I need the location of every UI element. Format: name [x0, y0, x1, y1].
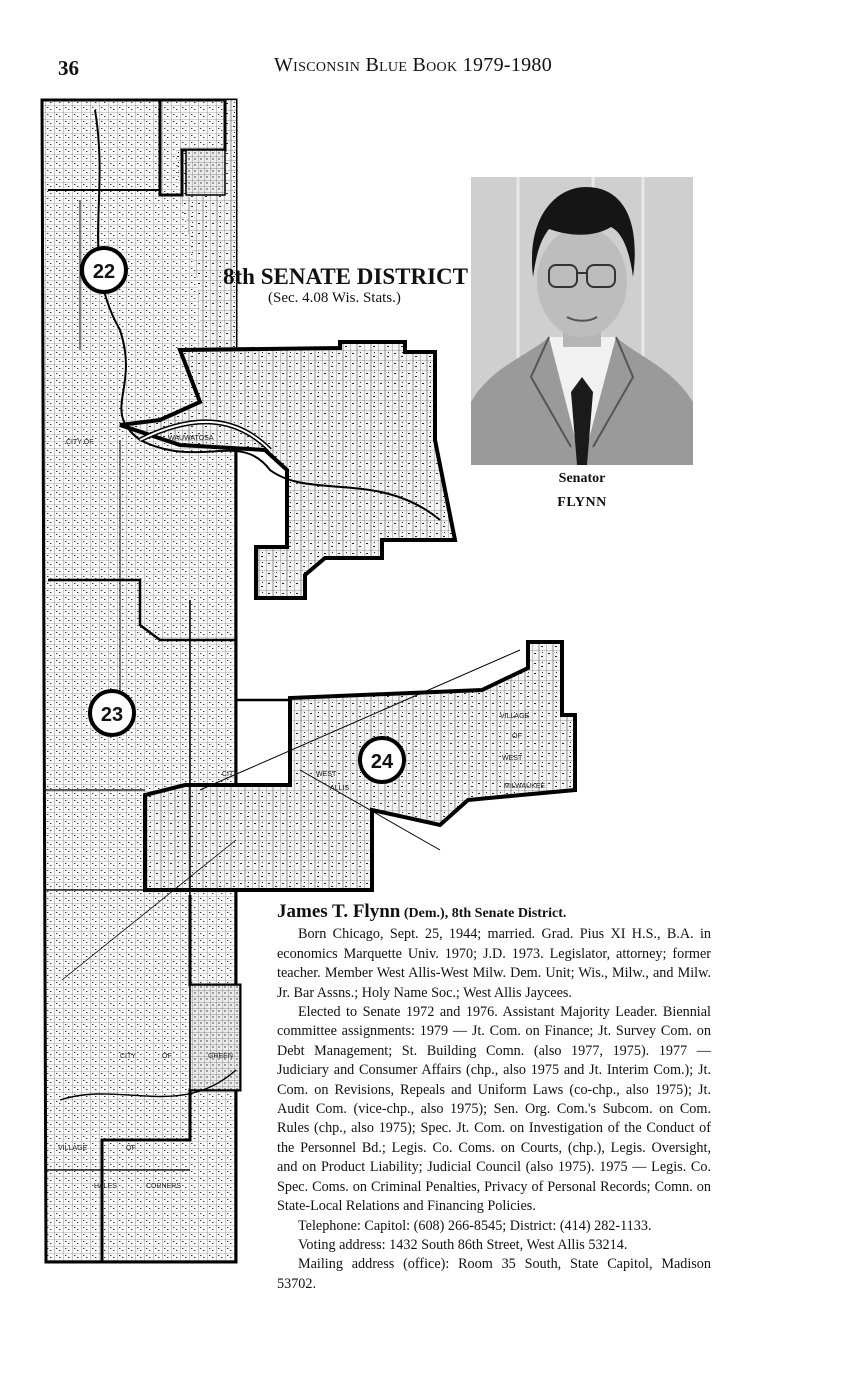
bio-voting-address: Voting address: 1432 South 86th Street, West Allis 53214.	[298, 1236, 628, 1253]
map-label-corners: CORNERS	[146, 1183, 182, 1190]
bio-paragraph-legislative: Elected to Senate 1972 and 1976. Assistant Majority Leader. Biennial committee assignments: 1979 — Jt. Com. on Finance; Jt. Survey Com. on Debt Management; St. Building Comn. (also 1977, 1975). 1977 — Judiciary and Consumer Affairs (chp., also 1975 and Jt. Interim Com.); Jt. Com. on Revisions, Repeals and Uniform Laws (co-chp., also 1975); Jt. Audit Com. (vice-chp., also 1975); Sen. Org. Com.'s Subcom. on Com. Rules (chp., also 1975); Spec. Jt. Com. on Investigation of the Conduct of the Personnel Bd.; Legis. Co. Coms. on Courts, (chp.), Legis. Oversight, and on Product Liability; Judicial Council (also 1975). 1975 — Legis. Co. Spec. Coms. on Criminal Penalties, Privacy of Personal Records; Comn. on State-Local Relations and Financing Policies.	[277, 1004, 711, 1215]
bio-party: (Dem.)	[403, 906, 445, 921]
map-label-city-2: CITY	[120, 1053, 136, 1060]
district-marker-22	[82, 248, 126, 292]
map-label-allis: ALLIS	[330, 785, 350, 792]
district-number: 24	[370, 751, 394, 773]
map-label-village-2: VILLAGE	[58, 1145, 88, 1152]
map-label-milwaukee: MILWAUKEE	[504, 783, 546, 790]
map-label-village: VILLAGE	[500, 713, 530, 720]
running-head: Wisconsin Blue Book 1979-1980	[274, 54, 553, 76]
map-label-city: CITY	[222, 771, 238, 778]
map-title: 8th SENATE DISTRICT	[223, 264, 468, 289]
bio-district: , 8th Senate District.	[444, 906, 567, 921]
bio-name: James T. Flynn	[277, 901, 401, 922]
page-number: 36	[58, 56, 79, 80]
bio-telephone: Telephone: Capitol: (608) 266-8545; District: (414) 282-1133.	[298, 1217, 652, 1234]
biography	[277, 902, 711, 1294]
bio-mailing-address: Mailing address (office): Room 35 South, State Capitol, Madison 53702.	[277, 1256, 711, 1292]
district-number: 22	[92, 261, 116, 283]
senator-photo	[471, 177, 693, 465]
district-marker-23	[90, 691, 134, 735]
map-label-of-2: OF	[162, 1053, 172, 1060]
map-label-of-3: OF	[126, 1145, 136, 1152]
district-number: 23	[100, 704, 124, 726]
map-label-west-2: WEST	[502, 755, 523, 762]
bio-heading	[277, 902, 711, 923]
map-subtitle: (Sec. 4.08 Wis. Stats.)	[268, 290, 401, 306]
map-label-green: GREEN	[208, 1053, 233, 1060]
map-label-wauwatosa: WAUWATOSA	[168, 435, 214, 442]
map-label-of: OF	[512, 733, 522, 740]
photo-caption-name: FLYNN	[557, 495, 607, 510]
map-label-city-of: CITY OF	[66, 439, 94, 446]
bio-paragraph-personal: Born Chicago, Sept. 25, 1944; married. Grad. Pius XI H.S., B.A. in economics Marquette Univ. 1970; J.D. 1973. Legislator, attorney; former teacher. Member West Allis-West Milw. Dem. Unit; Wis., Milw., and Milw. Jr. Bar Assns.; Holy Name Soc.; West Allis Jaycees.	[277, 926, 711, 1001]
photo-caption-role: Senator	[558, 471, 606, 486]
map-label-west: WEST	[316, 771, 337, 778]
district-marker-24	[360, 738, 404, 782]
map-label-hales: HALES	[94, 1183, 117, 1190]
